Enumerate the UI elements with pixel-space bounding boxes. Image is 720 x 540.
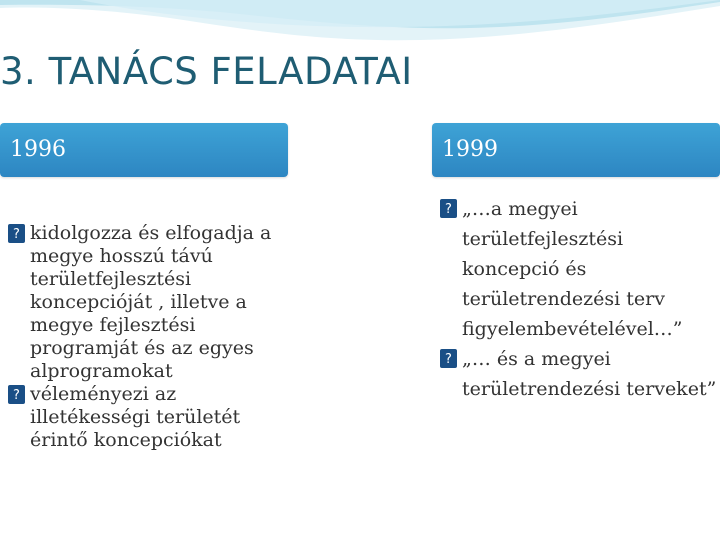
bullet-item: [8, 383, 288, 452]
column-body-1996: [8, 222, 288, 452]
bullet-item: [440, 194, 720, 344]
column-header-1999: 1999: [432, 123, 720, 177]
missing-glyph-icon: [440, 199, 457, 218]
column-body-1999: [440, 194, 720, 404]
bullet-item: [8, 222, 288, 383]
bullet-text: „… és a megyei területrendezési terveket”: [462, 348, 717, 400]
svg-text:?: ?: [445, 202, 452, 217]
bullet-text: véleményezi az illetékességi területét érintő koncepciókat: [30, 383, 241, 451]
column-header-1996: 1996: [0, 123, 288, 177]
missing-glyph-icon: [440, 349, 457, 368]
bullet-item: [440, 344, 720, 404]
svg-text:?: ?: [13, 227, 20, 242]
missing-glyph-icon: [8, 224, 25, 243]
slide-title: 3. TANÁCS FELADATAI: [0, 50, 413, 93]
bullet-text: „…a megyei területfejlesztési koncepció és területrendezési terv figyelembevételével…”: [462, 198, 683, 340]
missing-glyph-icon: [8, 385, 25, 404]
bullet-text: kidolgozza és elfogadja a megye hosszú távú területfejlesztési koncepcióját , illetve a megye fejlesztési programját és az egyes alprogramokat: [30, 222, 272, 382]
svg-text:?: ?: [13, 388, 20, 403]
svg-text:?: ?: [445, 352, 452, 367]
